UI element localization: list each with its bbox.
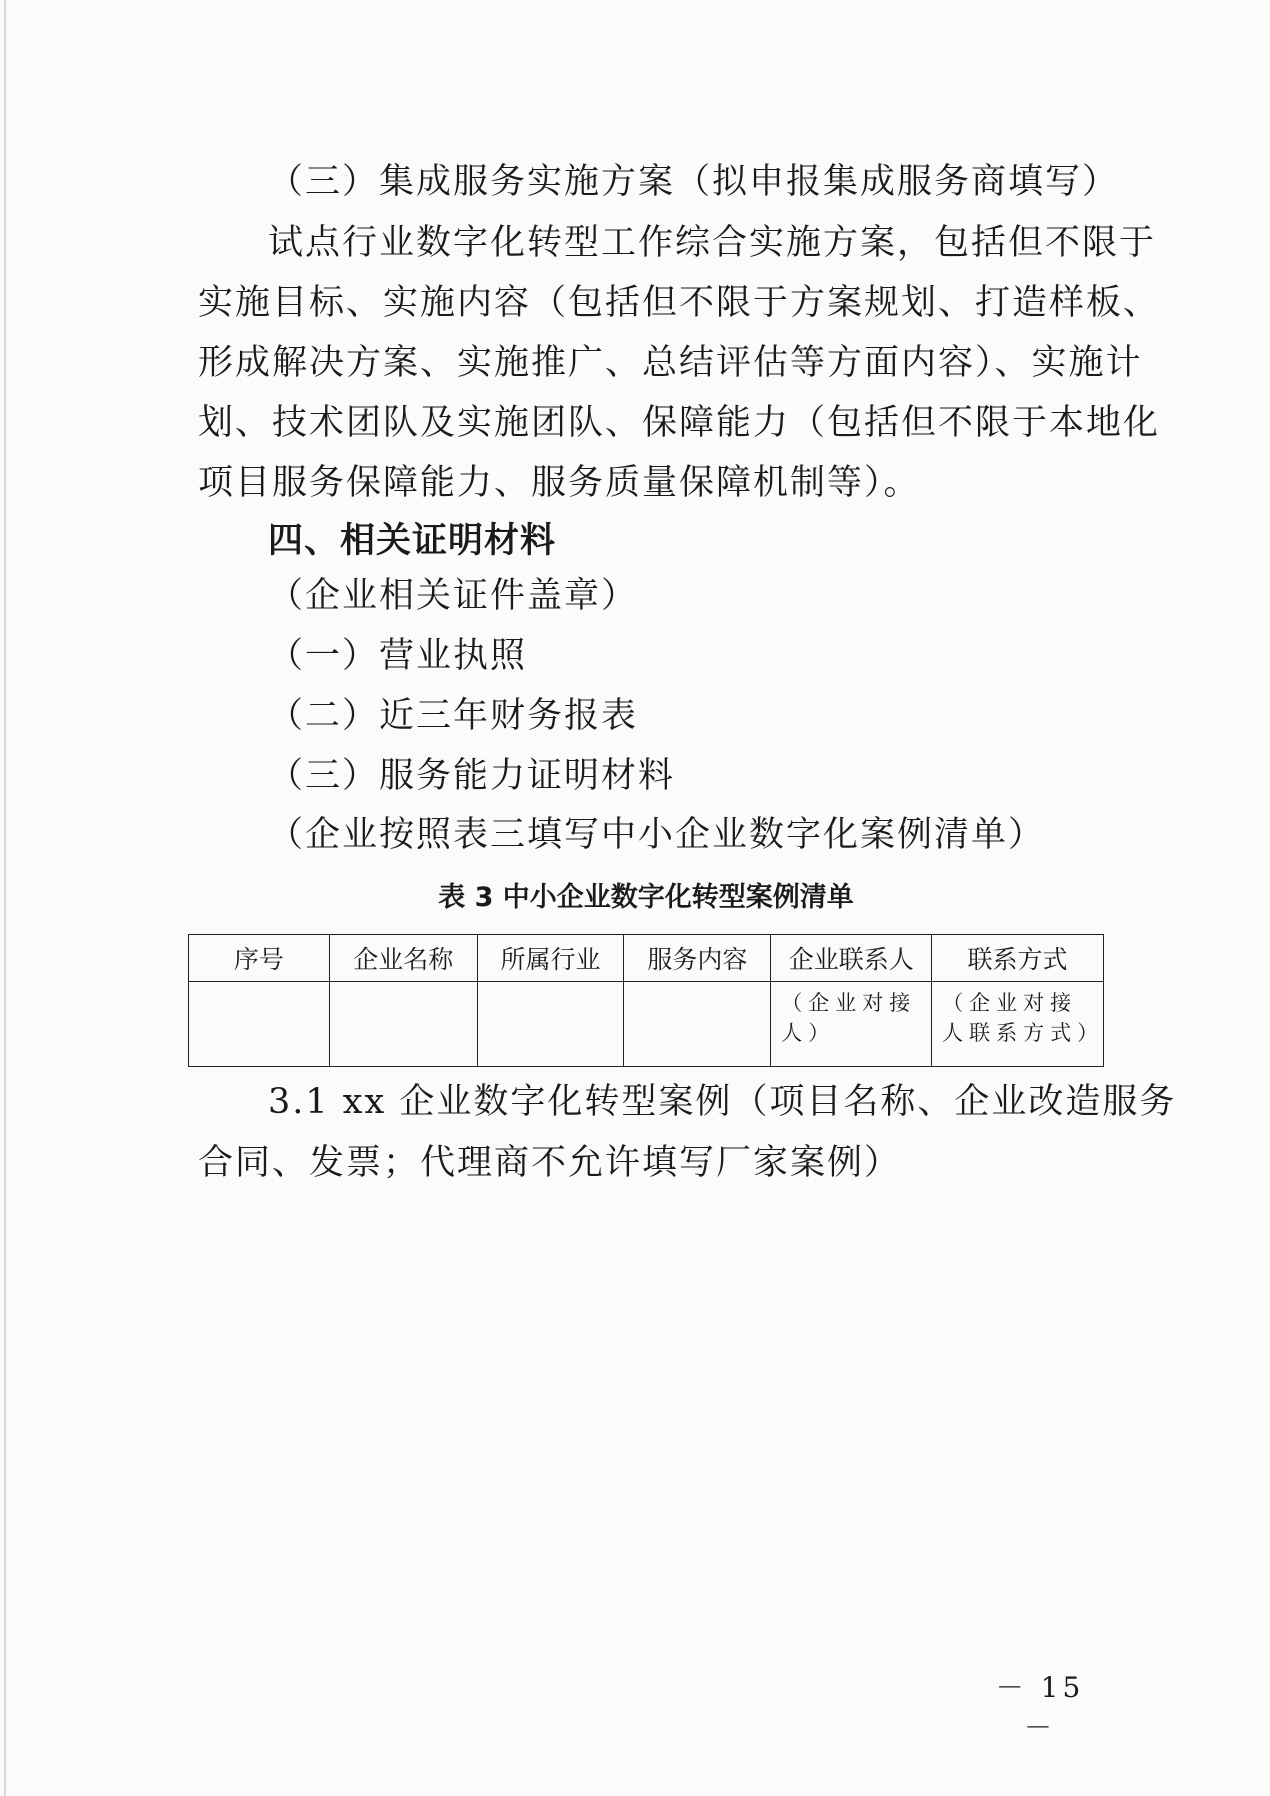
section4-item: （一）营业执照 bbox=[268, 636, 528, 676]
table-header-cell: 企业联系人 bbox=[771, 935, 932, 982]
table-cell bbox=[329, 982, 477, 1067]
section4-note: （企业相关证件盖章） bbox=[268, 576, 639, 616]
section3-heading: （三）集成服务实施方案（拟申报集成服务商填写） bbox=[268, 162, 1120, 202]
table-header-cell: 联系方式 bbox=[932, 935, 1104, 982]
section3-para-line: 试点行业数字化转型工作综合实施方案，包括但不限于 bbox=[268, 223, 1157, 263]
table-cell bbox=[189, 982, 330, 1067]
table-cell bbox=[477, 982, 624, 1067]
table-header-cell: 序号 bbox=[189, 935, 330, 982]
section3-para-line: 形成解决方案、实施推广、总结评估等方面内容）、实施计 bbox=[198, 343, 1143, 383]
table-caption: 表 3 中小企业数字化转型案例清单 bbox=[438, 882, 854, 913]
table-header-row bbox=[189, 935, 1104, 982]
table-cell-contact-person: （企业对接人） bbox=[771, 982, 932, 1067]
case-section-line: 3.1 xx 企业数字化转型案例（项目名称、企业改造服务 bbox=[268, 1082, 1177, 1122]
section3-para-line: 实施目标、实施内容（包括但不限于方案规划、打造样板、 bbox=[198, 283, 1161, 323]
case-section-line: 合同、发票；代理商不允许填写厂家案例） bbox=[198, 1143, 902, 1183]
table-header-cell: 所属行业 bbox=[477, 935, 624, 982]
table-header-cell: 服务内容 bbox=[624, 935, 771, 982]
page-edge-shadow bbox=[4, 0, 6, 1796]
section3-para-line: 项目服务保障能力、服务质量保障机制等）。 bbox=[198, 463, 921, 503]
section3-para-line: 划、技术团队及实施团队、保障能力（包括但不限于本地化 bbox=[198, 403, 1161, 443]
table-note: （企业按照表三填写中小企业数字化案例清单） bbox=[268, 815, 1046, 855]
table-cell-contact-method: （企业对接人联系方式） bbox=[932, 982, 1104, 1067]
table-row bbox=[189, 982, 1104, 1067]
table-cell bbox=[624, 982, 771, 1067]
section4-item: （三）服务能力证明材料 bbox=[268, 756, 676, 796]
section4-item: （二）近三年财务报表 bbox=[268, 696, 639, 736]
case-list-table bbox=[188, 934, 1104, 1067]
page-number: － 15 － bbox=[995, 1671, 1085, 1744]
table-header-cell: 企业名称 bbox=[329, 935, 477, 982]
section4-heading: 四、相关证明材料 bbox=[268, 521, 557, 561]
